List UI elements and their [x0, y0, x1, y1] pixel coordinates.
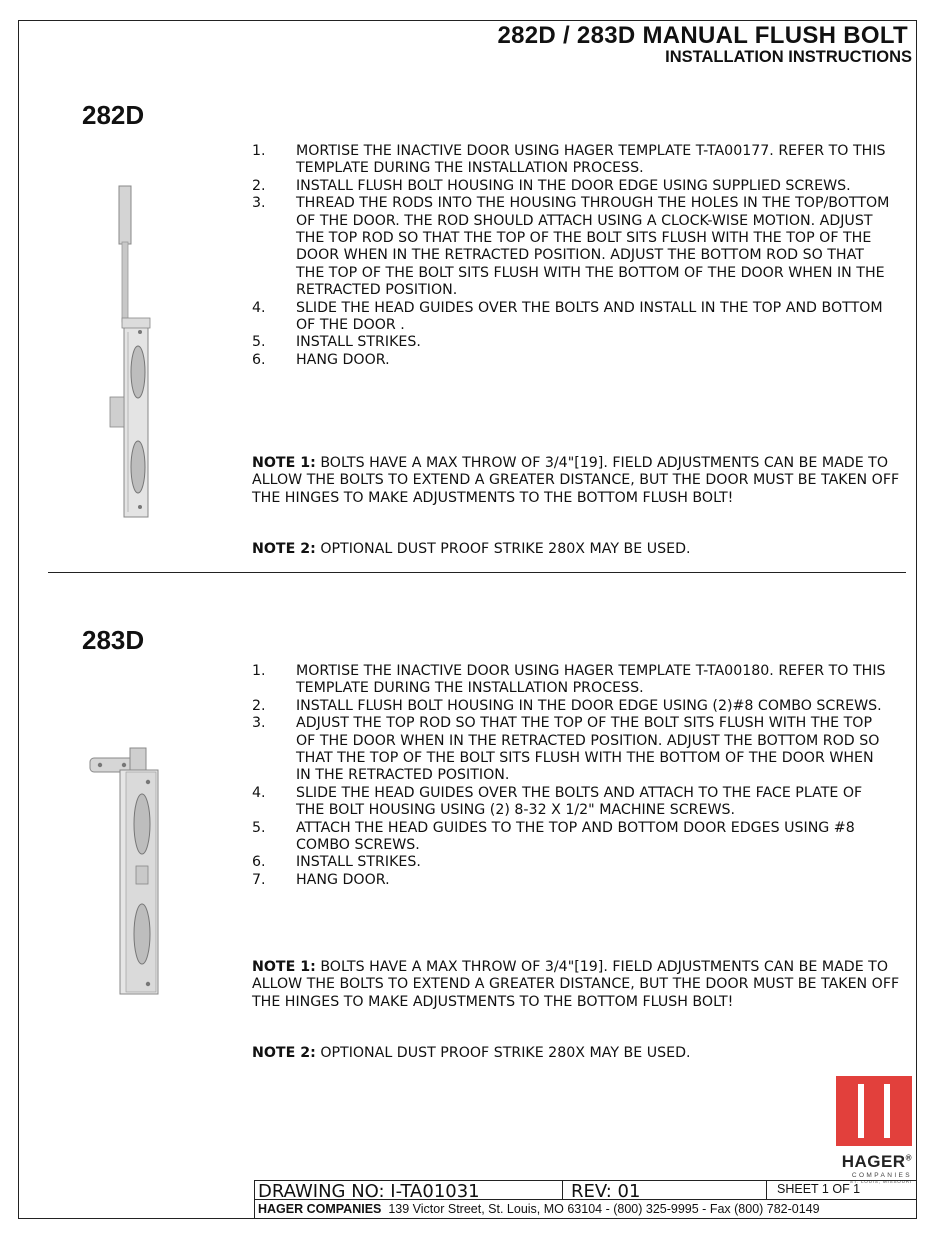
list-item: 6. HANG DOOR. — [252, 351, 390, 368]
list-item: 3. ADJUST THE TOP ROD SO THAT THE TOP OF THE BOLT SITS FLUSH WITH THE TOP OF THE DOOR WHEN IN THE RETRACTED POSITION. ADJUST THE BOTTOM ROD SO THAT THE TOP OF THE BOLT SITS FLUSH WITH THE BOTTOM OF THE DOOR WHEN IN THE RETRACTED POSITION. — [252, 715, 880, 784]
page-subtitle: INSTALLATION INSTRUCTIONS — [665, 48, 912, 66]
steps-list-283d — [252, 663, 892, 889]
flush-bolt-283d-illustration — [86, 746, 174, 998]
logo-location: ST. LOUIS, MISSOURI — [849, 1179, 912, 1184]
flush-bolt-282d-illustration — [102, 182, 154, 520]
hager-logo-mark-icon — [836, 1076, 912, 1146]
list-item: 2. INSTALL FLUSH BOLT HOUSING IN THE DOOR EDGE USING (2)#8 COMBO SCREWS. — [252, 697, 882, 714]
list-item: 4. SLIDE THE HEAD GUIDES OVER THE BOLTS AND ATTACH TO THE FACE PLATE OF THE BOLT HOUSING USING (2) 8-32 X 1/2" MACHINE SCREWS. — [252, 784, 863, 819]
list-item: 3. THREAD THE RODS INTO THE HOUSING THROUGH THE HOLES IN THE TOP/BOTTOM OF THE DOOR. THE ROD SHOULD ATTACH USING A CLOCK-WISE MOTION. ADJUST THE TOP ROD SO THAT THE TOP OF THE BOLT SITS FLUSH WITH THE TOP OF THE DOOR WHEN IN THE RETRACTED POSITION. ADJUST THE BOTTOM ROD SO THAT THE TOP OF THE BOLT SITS FLUSH WITH THE BOTTOM OF THE DOOR WHEN IN THE RETRACTED POSITION. — [252, 195, 890, 299]
steps-list-282d — [252, 143, 892, 369]
hager-logo — [836, 1076, 912, 1184]
list-item: 2. INSTALL FLUSH BOLT HOUSING IN THE DOOR EDGE USING SUPPLIED SCREWS. — [252, 177, 851, 194]
list-item: 5. ATTACH THE HEAD GUIDES TO THE TOP AND BOTTOM DOOR EDGES USING #8 COMBO SCREWS. — [252, 819, 855, 854]
note-1-282d: NOTE 1: BOLTS HAVE A MAX THROW OF 3/4"[19]. FIELD ADJUSTMENTS CAN BE MADE TO ALLOW THE BOLTS TO EXTEND A GREATER DISTANCE, BUT THE DOOR MUST BE TAKEN OFF THE HINGES TO MAKE ADJUSTMENTS TO THE BOTTOM FLUSH BOLT! — [252, 455, 900, 506]
list-item: 5. INSTALL STRIKES. — [252, 334, 421, 351]
drawing-number: DRAWING NO: I-TA01031 — [255, 1181, 563, 1200]
list-item: 1. MORTISE THE INACTIVE DOOR USING HAGER TEMPLATE T-TA00177. REFER TO THIS TEMPLATE DURING THE INSTALLATION PROCESS. — [252, 143, 886, 177]
title-block — [254, 1180, 916, 1218]
note-1-283d: NOTE 1: BOLTS HAVE A MAX THROW OF 3/4"[19]. FIELD ADJUSTMENTS CAN BE MADE TO ALLOW THE BOLTS TO EXTEND A GREATER DISTANCE, BUT THE DOOR MUST BE TAKEN OFF THE HINGES TO MAKE ADJUSTMENTS TO THE BOTTOM FLUSH BOLT! — [252, 959, 900, 1010]
list-item: 1. MORTISE THE INACTIVE DOOR USING HAGER TEMPLATE T-TA00180. REFER TO THIS TEMPLATE DURING THE INSTALLATION PROCESS. — [252, 663, 886, 697]
note-2-282d: NOTE 2: OPTIONAL DUST PROOF STRIKE 280X MAY BE USED. — [252, 541, 691, 557]
company-address: HAGER COMPANIES 139 Victor Street, St. Louis, MO 63104 - (800) 325-9995 - Fax (800) 782-0149 — [258, 1202, 820, 1216]
logo-wordmark: HAGER® — [841, 1152, 912, 1171]
section-heading-282d: 282D — [82, 100, 145, 130]
section-divider — [48, 572, 906, 573]
section-heading-283d: 283D — [82, 625, 145, 655]
sheet-number: SHEET 1 OF 1 — [777, 1182, 861, 1196]
logo-subtitle: COMPANIES — [851, 1172, 912, 1179]
list-item: 7. HANG DOOR. — [252, 871, 390, 888]
list-item: 4. SLIDE THE HEAD GUIDES OVER THE BOLTS AND INSTALL IN THE TOP AND BOTTOM OF THE DOOR . — [252, 299, 883, 334]
list-item: 6. INSTALL STRIKES. — [252, 854, 421, 871]
revision: REV: 01 — [563, 1181, 767, 1200]
page-title: 282D / 283D MANUAL FLUSH BOLT — [497, 22, 908, 49]
note-2-283d: NOTE 2: OPTIONAL DUST PROOF STRIKE 280X MAY BE USED. — [252, 1045, 691, 1061]
